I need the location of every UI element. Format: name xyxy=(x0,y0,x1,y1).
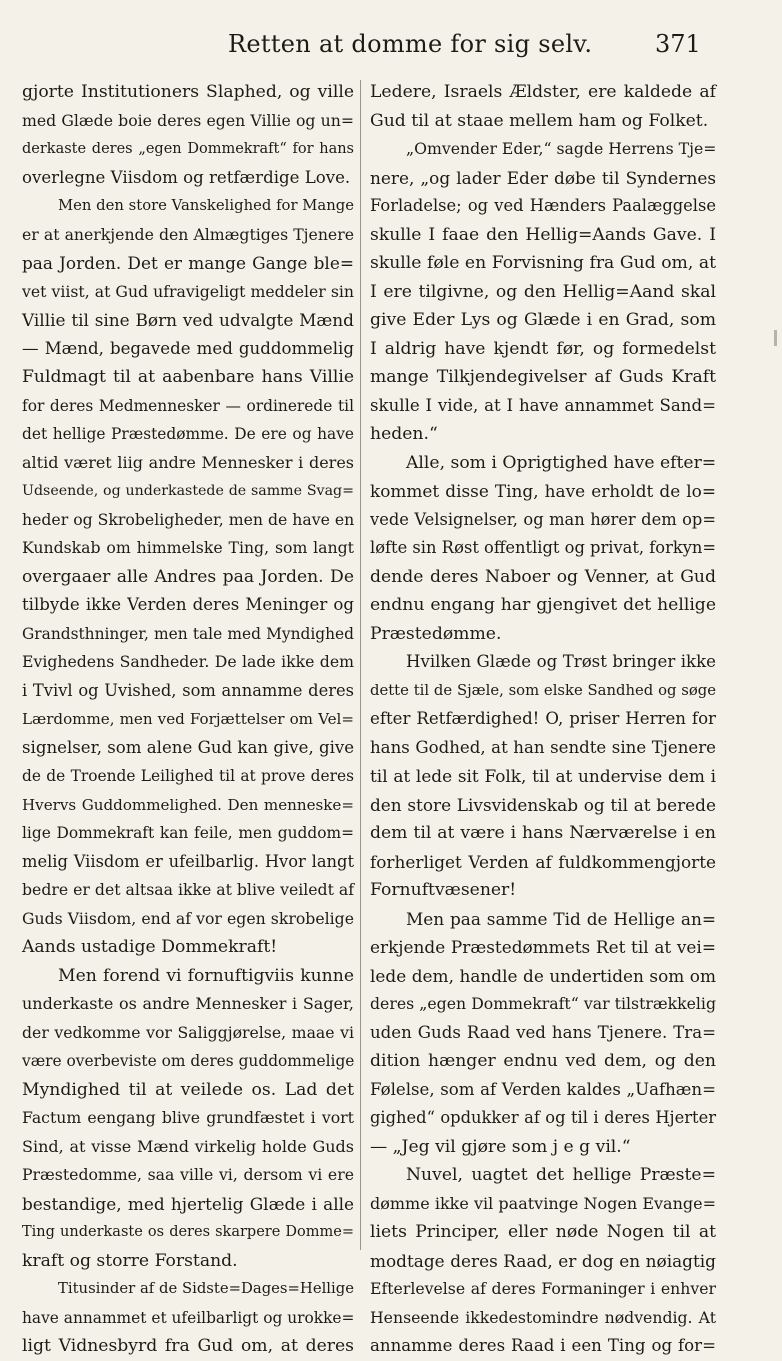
text-line: Gud til at staae mellem ham og Folket. xyxy=(370,110,709,131)
text-line: med Glæde boie deres egen Villie og un= xyxy=(22,110,354,130)
text-line: kommet disse Ting, have erholdt de lo= xyxy=(370,481,716,501)
text-line: dition hænger endnu ved dem, og den xyxy=(370,1051,716,1071)
text-line: modtage deres Raad, er dog en nøiagtig xyxy=(370,1250,716,1271)
text-line: give Eder Lys og Glæde i en Grad, som xyxy=(370,310,716,330)
text-line: Kundskab om himmelske Ting, som langt xyxy=(22,538,354,557)
text-line: dende deres Naboer og Venner, at Gud xyxy=(370,566,716,587)
text-line: vet viist, at Gud ufravigeligt meddeler sin xyxy=(22,281,354,301)
text-line: kraft og storre Forstand. xyxy=(22,1250,238,1271)
text-line: annamme deres Raad i een Ting og for= xyxy=(370,1336,716,1355)
text-line: Guds Viisdom, end af vor egen skrobelige xyxy=(22,908,354,928)
text-line: I ere tilgivne, og den Hellig=Aand skal xyxy=(370,281,716,302)
text-line: uden Guds Raad ved hans Tjenere. Tra= xyxy=(370,1022,716,1042)
text-line: Lærdomme, men ved Forjættelser om Vel= xyxy=(22,710,354,728)
text-line: Ledere, Israels Ældster, ere kaldede af xyxy=(370,82,716,102)
text-line: efter Retfærdighed! O, priser Herren for xyxy=(370,709,716,728)
text-line: Udseende, og underkastede de samme Svag= xyxy=(22,483,354,499)
text-line: Fornuftvæsener! xyxy=(370,880,517,900)
text-line: — Mænd, begavede med guddommelig xyxy=(22,338,354,358)
text-line: erkjende Præstedømmets Ret til at vei= xyxy=(370,937,716,957)
margin-mark xyxy=(774,330,777,346)
text-line: forherliget Verden af fuldkommengjorte xyxy=(370,851,716,872)
text-line: Hvervs Guddommelighed. Den menneske= xyxy=(22,795,354,814)
text-line: mange Tilkjendegivelser af Guds Kraft xyxy=(370,367,716,387)
text-line: være overbeviste om deres guddommelige xyxy=(22,1052,355,1070)
text-line: de de Troende Leilighed til at prove deres xyxy=(22,767,354,785)
left-column xyxy=(22,78,354,1361)
text-line: bestandige, med hjertelig Glæde i alle xyxy=(22,1193,354,1214)
text-line: signelser, som alene Gud kan give, give xyxy=(22,737,355,757)
text-line: Men forend vi fornuftigviis kunne xyxy=(58,965,354,986)
text-line: Factum eengang blive grundfæstet i vort xyxy=(22,1108,354,1127)
text-line: Villie til sine Børn ved udvalgte Mænd xyxy=(22,310,354,330)
text-line: heden.“ xyxy=(370,424,438,444)
text-line: dette til de Sjæle, som elske Sandhed og søge xyxy=(370,681,716,699)
text-line: underkaste os andre Mennesker i Sager, xyxy=(22,994,354,1013)
text-line: skulle I faae den Hellig=Aands Gave. I xyxy=(370,224,716,245)
text-line: gighed“ opdukker af og til i deres Hjerter xyxy=(370,1108,716,1127)
text-line: der vedkomme vor Saliggjørelse, maae vi xyxy=(22,1022,354,1042)
text-line: Evighedens Sandheder. De lade ikke dem xyxy=(22,652,354,671)
text-line: Efterlevelse af deres Formaninger i enhver xyxy=(370,1279,716,1298)
text-line: det hellige Præstedømme. De ere og have xyxy=(22,425,354,443)
text-line: Alle, som i Oprigtighed have efter= xyxy=(406,452,717,473)
text-line: Forladelse; og ved Hænders Paalæggelse xyxy=(370,196,716,215)
text-line: Myndighed til at veilede os. Lad det xyxy=(22,1079,354,1100)
text-line: endnu engang har gjengivet det hellige xyxy=(370,595,716,615)
text-line: Grandsthninger, men tale med Myndighed xyxy=(22,624,354,643)
text-line: for deres Medmennesker — ordinerede til xyxy=(22,396,354,415)
text-line: er at anerkjende den Almægtiges Tjenere xyxy=(22,224,354,244)
text-line: Følelse, som af Verden kaldes „Uafhæn= xyxy=(370,1079,716,1099)
right-column xyxy=(370,78,716,1361)
text-line: dømme ikke vil paatvinge Nogen Evange= xyxy=(370,1193,716,1213)
text-line: overgaaer alle Andres paa Jorden. De xyxy=(22,566,354,587)
text-line: Ting underkaste os deres skarpere Domme= xyxy=(22,1224,354,1240)
text-line: løfte sin Røst offentligt og privat, forkyn= xyxy=(370,538,717,557)
text-line: bedre er det altsaa ikke at blive veiledt af xyxy=(22,880,355,899)
text-line: Men paa samme Tid de Hellige an= xyxy=(406,908,716,929)
running-title: Retten at domme for sig selv. xyxy=(228,30,593,58)
text-line: tilbyde ikke Verden deres Meninger og xyxy=(22,595,354,614)
text-line: nere, „og lader Eder døbe til Syndernes xyxy=(370,167,716,188)
text-line: skulle føle en Forvisning fra Gud om, at xyxy=(370,253,716,273)
text-line: gjorte Institutioners Slaphed, og ville xyxy=(22,82,354,102)
text-line: skulle I vide, at I have annammet Sand= xyxy=(370,395,716,415)
page-number: 371 xyxy=(655,30,701,58)
text-line: Aands ustadige Dommekraft! xyxy=(22,937,278,957)
text-line: den store Livsvidenskab og til at berede xyxy=(370,794,716,815)
text-line: have annammet et ufeilbarligt og urokke= xyxy=(22,1308,355,1327)
text-line: heder og Skrobeligheder, men de have en xyxy=(22,509,355,529)
text-line: i Tvivl og Uvished, som annamme deres xyxy=(22,680,354,700)
text-line: I aldrig have kjendt før, og formedelst xyxy=(370,338,716,359)
text-line: hans Godhed, at han sendte sine Tjenere xyxy=(370,737,716,757)
text-line: deres „egen Dommekraft“ var tilstrækkelig xyxy=(370,994,716,1013)
text-line: dem til at være i hans Nærværelse i en xyxy=(370,823,716,843)
text-line: Præstedømme. xyxy=(370,623,502,644)
text-line: lede dem, handle de undertiden som om xyxy=(370,965,716,986)
text-line: ligt Vidnesbyrd fra Gud om, at deres xyxy=(22,1336,354,1356)
page-header xyxy=(0,30,782,70)
text-line: vede Velsignelser, og man hører dem op= xyxy=(370,509,716,529)
text-line: Sind, at visse Mænd virkelig holde Guds xyxy=(22,1136,354,1156)
text-line: Hvilken Glæde og Trøst bringer ikke xyxy=(406,652,716,671)
text-line: Men den store Vanskelighed for Mange xyxy=(58,197,354,214)
text-line: Fuldmagt til at aabenbare hans Villie xyxy=(22,367,354,387)
text-line: altid været liig andre Mennesker i deres xyxy=(22,452,354,472)
text-line: liets Principer, eller nøde Nogen til at xyxy=(370,1222,716,1242)
text-line: — „Jeg vil gjøre som j e g vil.“ xyxy=(370,1136,631,1157)
text-line: Nuvel, uagtet det hellige Præste= xyxy=(406,1165,716,1185)
text-line: derkaste deres „egen Dommekraft“ for hans xyxy=(22,141,354,157)
text-line: lige Dommekraft kan feile, men guddom= xyxy=(22,824,354,842)
text-line: overlegne Viisdom og retfærdige Love. xyxy=(22,167,351,187)
text-line: til at lede sit Folk, til at undervise dem i xyxy=(370,766,716,786)
text-line: melig Viisdom er ufeilbarlig. Hvor langt xyxy=(22,851,354,871)
text-line: Henseende ikkedestomindre nødvendig. At xyxy=(370,1307,716,1327)
text-line: „Omvender Eder,“ sagde Herrens Tje= xyxy=(406,139,717,158)
text-line: Titusinder af de Sidste=Dages=Hellige xyxy=(58,1280,354,1297)
column-divider xyxy=(360,80,361,1250)
text-line: Præstedomme, saa ville vi, dersom vi ere xyxy=(22,1165,354,1184)
text-line: paa Jorden. Det er mange Gange ble= xyxy=(22,253,354,273)
